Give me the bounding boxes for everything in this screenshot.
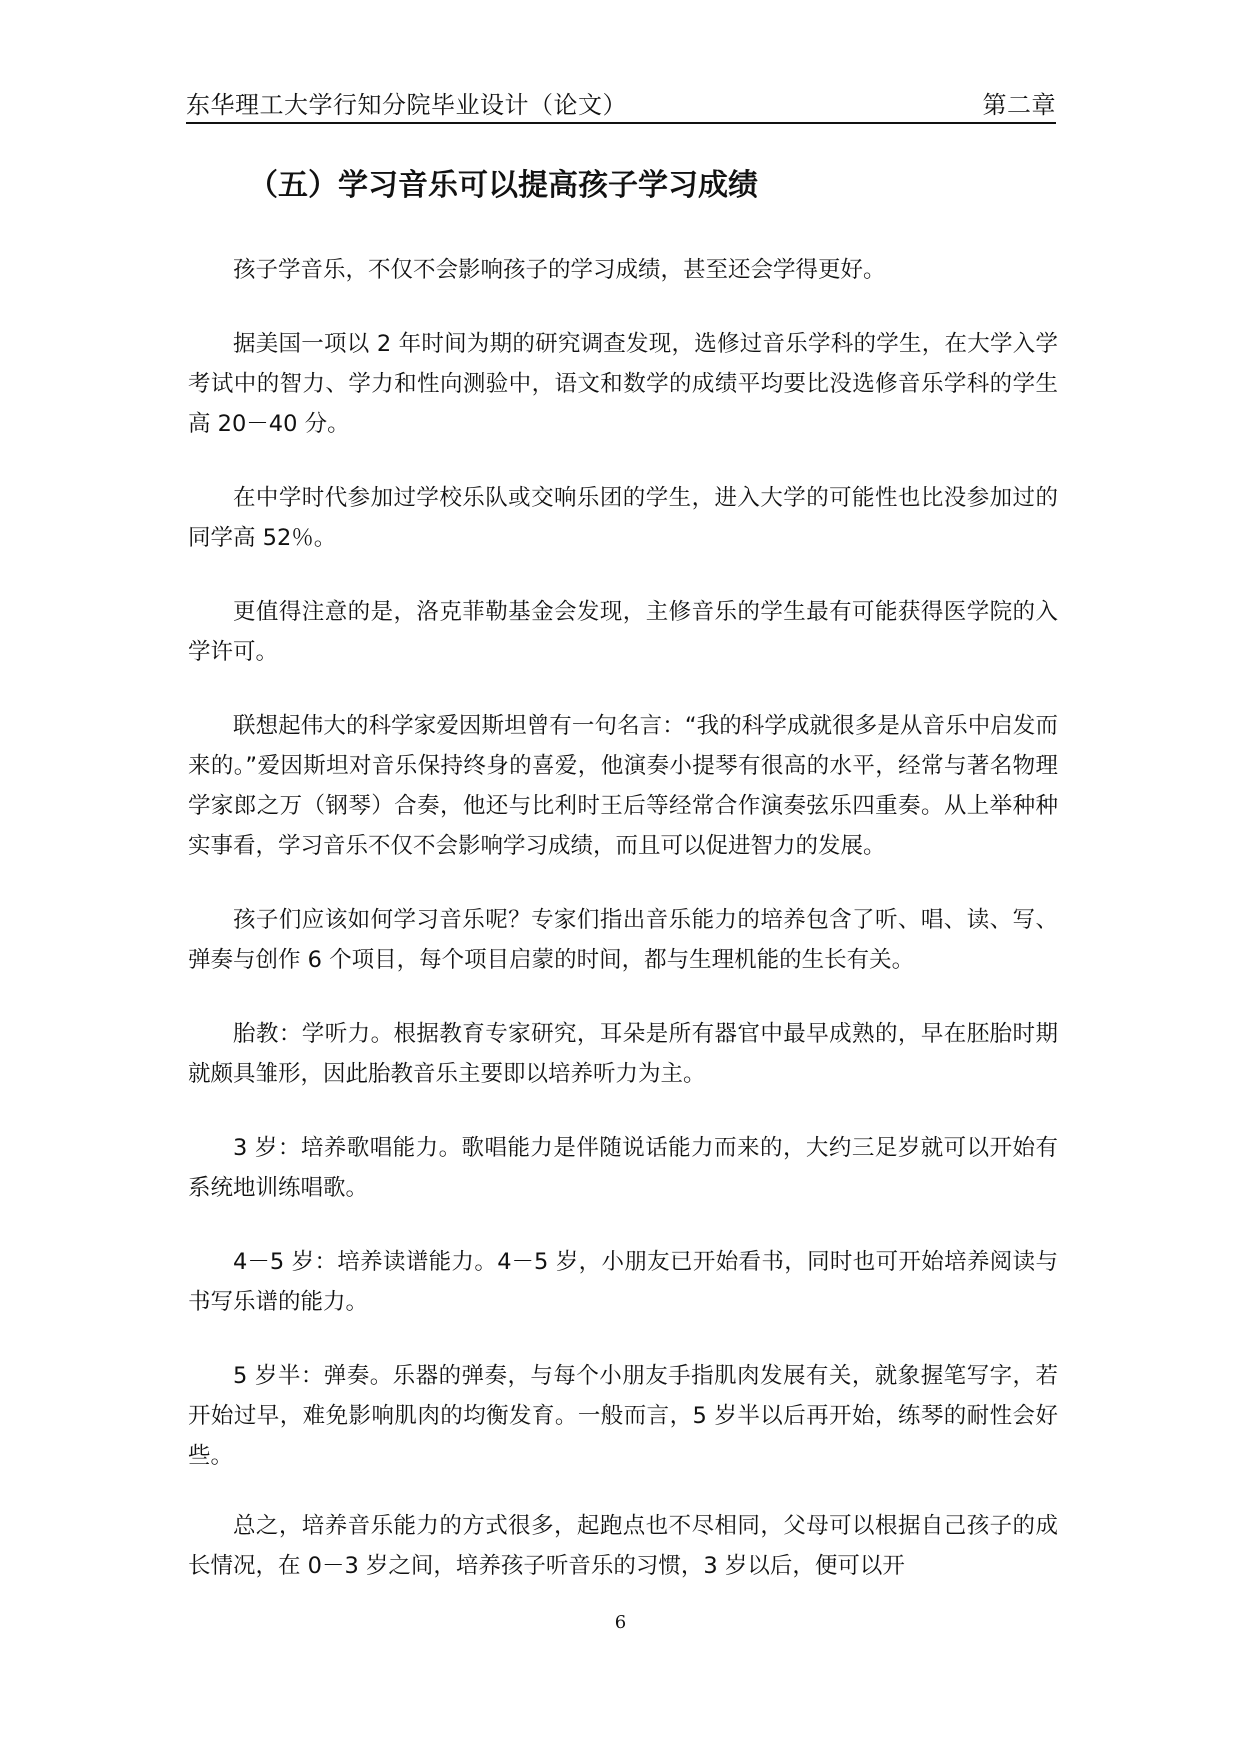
- paragraph: 联想起伟大的科学家爱因斯坦曾有一句名言：“我的科学成就很多是从音乐中启发而来的。”爱因斯坦对音乐保持终身的喜爱，他演奏小提琴有很高的水平，经常与著名物理学家郎之万（钢琴）合奏，他还与比利时王后等经常合作演奏弦乐四重奏。从上举种种实事看，学习音乐不仅不会影响学习成绩，而且可以促进智力的发展。: [188, 713, 1058, 859]
- paragraph: 4－5 岁：培养读谱能力。4－5 岁，小朋友已开始看书，同时也可开始培养阅读与书写乐谱的能力。: [188, 1249, 1058, 1315]
- section-title: （五）学习音乐可以提高孩子学习成绩: [248, 168, 758, 203]
- paragraph: 更值得注意的是，洛克菲勒基金会发现，主修音乐的学生最有可能获得医学院的入学许可。: [188, 599, 1058, 665]
- page-number: 6: [614, 1612, 627, 1633]
- paragraph: 5 岁半：弹奏。乐器的弹奏，与每个小朋友手指肌肉发展有关，就象握笔写字，若开始过早，难免影响肌肉的均衡发育。一般而言，5 岁半以后再开始，练琴的耐性会好些。: [188, 1363, 1058, 1469]
- body-text: [188, 250, 1058, 1586]
- page-header: [186, 82, 1056, 124]
- header-chapter: 第二章: [982, 91, 1056, 119]
- paragraph: 胎教：学听力。根据教育专家研究，耳朵是所有器官中最早成熟的，早在胚胎时期就颇具雏形，因此胎教音乐主要即以培养听力为主。: [188, 1021, 1058, 1087]
- paragraph: 孩子们应该如何学习音乐呢？专家们指出音乐能力的培养包含了听、唱、读、写、弹奏与创作 6 个项目，每个项目启蒙的时间，都与生理机能的生长有关。: [188, 907, 1058, 973]
- header-thesis-title: 东华理工大学行知分院毕业设计（论文）: [186, 91, 627, 119]
- paragraph: 3 岁：培养歌唱能力。歌唱能力是伴随说话能力而来的，大约三足岁就可以开始有系统地训练唱歌。: [188, 1135, 1058, 1201]
- paragraph: 孩子学音乐，不仅不会影响孩子的学习成绩，甚至还会学得更好。: [233, 257, 886, 283]
- paragraph: 总之，培养音乐能力的方式很多，起跑点也不尽相同，父母可以根据自己孩子的成长情况，在 0－3 岁之间，培养孩子听音乐的习惯，3 岁以后，便可以开: [188, 1513, 1058, 1579]
- paragraph: 在中学时代参加过学校乐队或交响乐团的学生，进入大学的可能性也比没参加过的同学高 52％。: [188, 485, 1058, 551]
- paragraph: 据美国一项以 2 年时间为期的研究调查发现，选修过音乐学科的学生，在大学入学考试中的智力、学力和性向测验中，语文和数学的成绩平均要比没选修音乐学科的学生高 20－40 分。: [188, 331, 1058, 437]
